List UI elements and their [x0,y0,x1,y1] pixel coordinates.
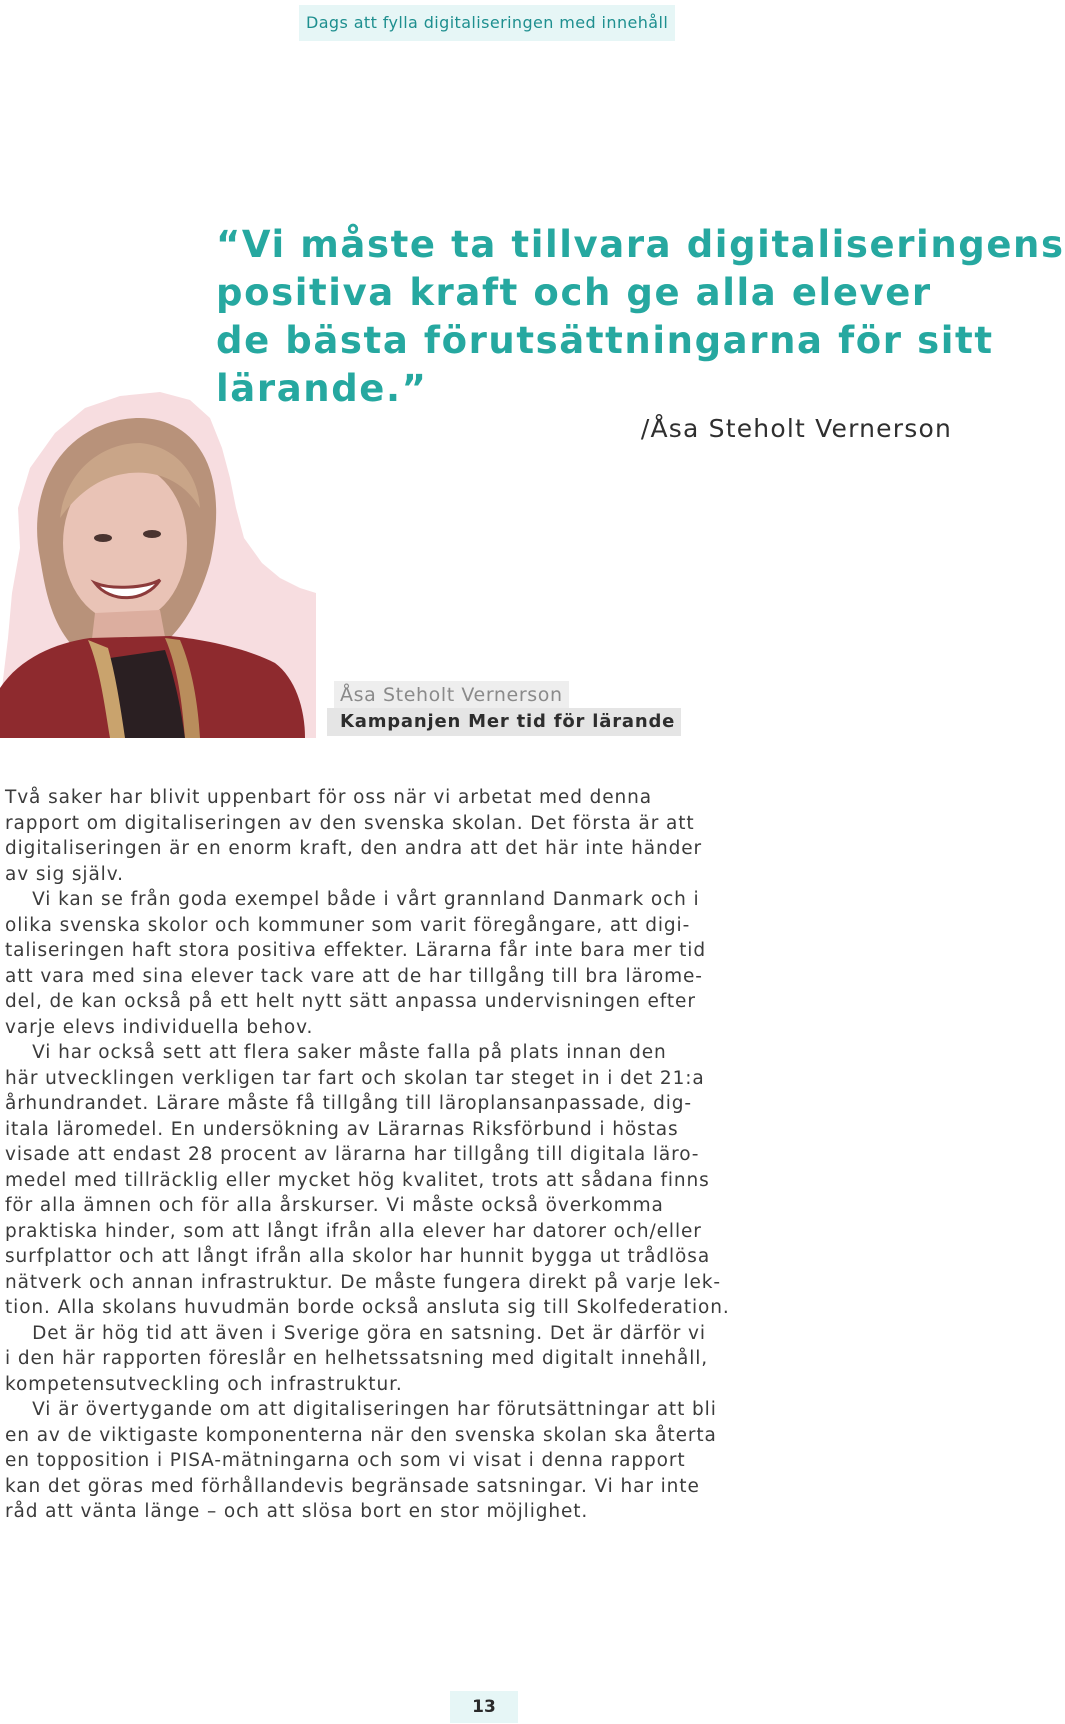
pull-quote-line: “Vi måste ta tillvara digitaliseringens [216,223,1065,266]
portrait-eye-right [143,530,161,538]
body-line: digitaliseringen är en enorm kraft, den andra att det här inte händer [5,838,703,859]
body-line: kan det göras med förhållandevis begränsade satsningar. Vi har inte [5,1475,700,1497]
body-line: surfplattor och att långt ifrån alla skolor har hunnit bygga ut trådlösa [5,1246,711,1267]
portrait-caption-role: Kampanjen Mer tid för lärande [327,708,681,736]
body-line: här utvecklingen verkligen tar fart och skolan tar steget in i det 21:a [5,1067,705,1089]
page-number: 13 [450,1691,518,1723]
body-line: tion. Alla skolans huvudmän borde också ansluta sig till Skolfederation. [5,1297,730,1318]
body-line: Vi har också sett att flera saker måste falla på plats innan den [5,1042,667,1063]
section-title-tag: Dags att fylla digitaliseringen med innehåll [299,5,675,41]
pull-quote-line: positiva kraft och ge alla elever [216,271,932,314]
body-line: en av de viktigaste komponenterna när den svenska skolan ska återta [5,1424,717,1446]
body-line: taliseringen haft stora positiva effekter. Lärarna får inte bara mer tid [5,940,706,961]
portrait-eye-left [94,534,112,542]
pull-quote-line: de bästa förutsättningarna för sitt [216,319,994,362]
body-text [5,785,765,1525]
pull-quote-line: lärande.” [216,367,428,410]
body-line: itala läromedel. En undersökning av Lärarnas Riksförbund i höstas [5,1118,679,1140]
body-line: en topposition i PISA-mätningarna och som vi visat i denna rapport [5,1450,686,1471]
body-line: Vi kan se från goda exempel både i vårt grannland Danmark och i [5,889,700,910]
body-line: rapport om digitaliseringen av den svenska skolan. Det första är att [5,812,695,834]
body-line: Vi är övertygande om att digitaliseringen har förutsättningar att bli [5,1399,717,1420]
body-line: varje elevs individuella behov. [5,1016,314,1038]
body-line: att vara med sina elever tack vare att de har tillgång till bra lärome- [5,965,703,987]
body-line: olika svenska skolor och kommuner som varit föregångare, att digi- [5,914,691,936]
body-line: av sig själv. [5,863,124,885]
body-line: för alla ämnen och för alla årskurser. Vi måste också överkomma [5,1195,664,1216]
body-line: kompetensutveckling och infrastruktur. [5,1373,403,1395]
body-line: del, de kan också på ett helt nytt sätt anpassa undervisningen efter [5,991,696,1012]
body-line: Två saker har blivit uppenbart för oss när vi arbetat med denna [5,787,653,808]
body-line: råd att vänta länge – och att slösa bort en stor möjlighet. [5,1501,589,1522]
body-line: i den här rapporten föreslår en helhetssatsning med digitalt innehåll, [5,1348,709,1369]
body-line: praktiska hinder, som att långt ifrån alla elever har datorer och/eller [5,1220,702,1242]
body-line: visade att endast 28 procent av lärarna har tillgång till digitala läro- [5,1144,700,1165]
pull-quote [216,221,1065,413]
portrait-caption-name: Åsa Steholt Vernerson [334,681,569,709]
quote-author: /Åsa Steholt Vernerson [640,414,952,443]
portrait-photo [0,388,316,738]
body-line: århundrandet. Lärare måste få tillgång till läroplansanpassade, dig- [5,1093,693,1114]
body-line: Det är hög tid att även i Sverige göra en satsning. Det är därför vi [5,1322,706,1344]
body-line: medel med tillräcklig eller mycket hög kvalitet, trots att sådana finns [5,1169,710,1191]
body-line: nätverk och annan infrastruktur. De måste fungera direkt på varje lek- [5,1271,721,1293]
